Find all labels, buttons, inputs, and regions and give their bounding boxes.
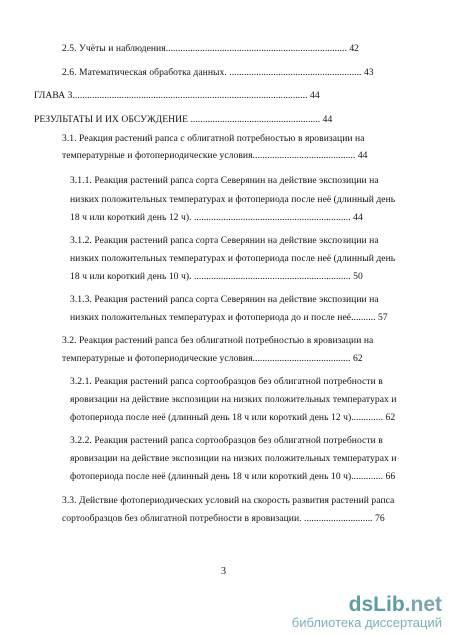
toc-line: 3.1.2. Реакция растений рапса сорта Северянин на действие экспозиции на <box>70 235 379 246</box>
toc-line: 2.6. Математическая обработка данных. ...................................................... 43 <box>62 67 374 78</box>
toc-line: 3.1.1. Реакция растений рапса сорта Северянин на действие экспозиции на <box>70 175 379 186</box>
toc-line: 3.2.2. Реакция растений рапса сортообразцов без облигатной потребности в <box>70 435 383 446</box>
watermark-tld: .net <box>404 593 442 616</box>
toc-line: низких положительных температурах и фотопериода до и после неё.......... 57 <box>70 312 388 323</box>
watermark-brand: dsLib <box>348 593 405 616</box>
toc-line: низких положительных температурах и фотопериода после неё (длинный день <box>70 194 396 205</box>
page-number: 3 <box>221 566 226 577</box>
toc-line: 3.2.1. Реакция растений рапса сортообразцов без облигатной потребности в <box>70 376 383 387</box>
toc-line: 3.2. Реакция растений рапса без облигатной потребностью в яровизации на <box>62 335 374 346</box>
toc-line: 18 ч или короткий день 10 ч). ................................................................ 50 <box>70 271 363 282</box>
toc-line: сортообразцов без облигатной потребности в яровизации. ............................ 76 <box>62 513 385 524</box>
toc-line: низких положительных температурах и фотопериода после неё (длинный день <box>70 253 396 264</box>
watermark-subtitle: библиотека диссертаций <box>291 615 442 630</box>
toc-line: 3.3. Действие фотопериодических условий на скорость развития растений рапса <box>62 495 395 506</box>
toc-line: 3.1.3. Реакция растений рапса сорта Северянин на действие экспозиции на <box>70 294 379 305</box>
watermark-logo <box>292 594 442 630</box>
toc-line: яровизации на действие экспозиции на низких положительных температурах и <box>70 394 397 405</box>
toc-line: РЕЗУЛЬТАТЫ И ИХ ОБСУЖДЕНИЕ ..................................................... 44 <box>34 114 333 125</box>
toc-line: фотопериода после неё (длинный день 18 ч или короткий день 12 ч)............. 62 <box>70 412 396 423</box>
toc-line: температурные и фотопериодические условия........................................ 62 <box>62 353 363 364</box>
toc-line: 3.1. Реакция растений рапса с облигатной потребностью в яровизации на <box>62 133 365 144</box>
toc-line: температурные и фотопериодические условия.......................................... 44 <box>62 150 368 161</box>
toc-line: фотопериода после неё (длинный день 18 ч или короткий день 10 ч)............. 66 <box>70 471 396 482</box>
toc-line: 18 ч или короткий день 12 ч). ................................................................ 44 <box>70 212 363 223</box>
watermark-title <box>292 594 442 616</box>
toc-line: 2.5. Учёты и наблюдения.......................................................................... 42 <box>62 43 360 54</box>
toc-line: ГЛАВА 3................................................................................................ 44 <box>34 90 320 101</box>
toc-line: яровизации на действие экспозиции на низких положительных температурах и <box>70 453 397 464</box>
